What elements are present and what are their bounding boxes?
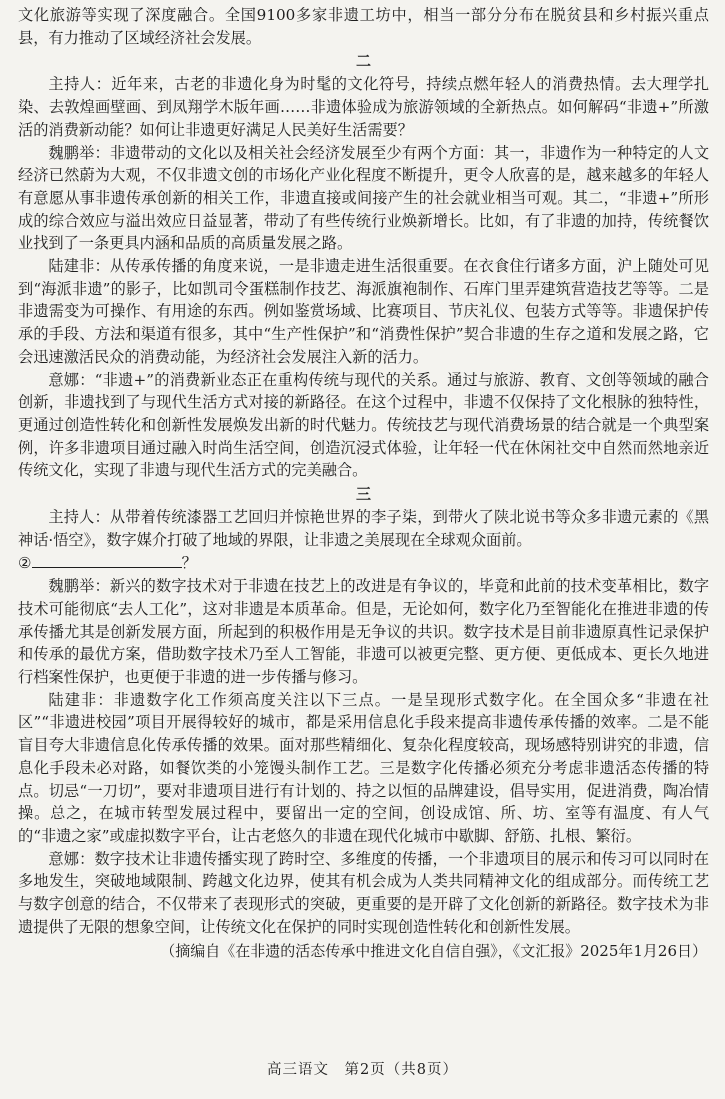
paragraph-wei-1: 魏鹏举：非遗带动的文化以及相关社会经济发展至少有两个方面：其一，非遗作为一种特定的人文经济已然蔚为大观，不仅非遗文创的市场化产业化程度不断提升，更令人欣喜的是，越来越多的年轻人有意愿从事非遗传承创新的相关工作，非遗直接或间接产生的社会就业相当可观。其二，“非遗+”所形成的综合效应与溢出效应日益显著，带动了有些传统行业焕新增长。比如，有了非遗的加持，传统餐饮业找到了一条更具内涵和品质的高质量发展之路。 [18,143,709,253]
paragraph-wei-2: 魏鹏举：新兴的数字技术对于非遗在技艺上的改进是有争议的，毕竟和此前的技术变革相比，数字技术可能彻底“去人工化”，这对非遗是本质革命。但是，无论如何，数字化乃至智能化在推进非遗的传承传播尤其是创新发展方面，所起到的积极作用是无争议的共识。数字技术是目前非遗原真性记录保护和传承的最优方案，借助数字技术乃至人工智能，非遗可以被更完整、更方便、更低成本、更长久地进行档案性保护，也更便于非遗的进一步传播与修习。 [18,577,709,686]
fill-in-blank [32,551,182,568]
paragraph-lu-2: 陆建非：非遗数字化工作须高度关注以下三点。一是呈现形式数字化。在全国众多“非遗在社区”“非遗进校园”项目开展得较好的城市，都是采用信息化手段来提高非遗传承传播的效率。二是不能盲目夸大非遗信息化传承传播的效果。面对那些精细化、复杂化程度较高，现场感特别讲究的非遗，信息化手段未必对路，如餐饮类的小笼馒头制作工艺。三是数字化传播必须充分考虑非遗活态传播的特点。切忌“一刀切”，要对非遗项目进行有计划的、持之以恒的品牌建设，倡导实用，促进消费，陶冶情操。总之，在城市转型发展过程中，要留出一定的空间，创设成馆、所、坊、室等有温度、有人气的“非遗之家”或虚拟数字平台，让古老悠久的非遗在现代化城市中歇脚、舒筋、扎根、繁衍。 [18,690,709,845]
section-heading-two: 二 [355,52,371,71]
paragraph-host-1: 主持人：近年来，古老的非遗化身为时髦的文化符号，持续点燃年轻人的消费热情。去大理学扎染、去敦煌画壁画、到凤翔学木版年画……非遗体验成为旅游领域的全新热点。如何解码“非遗+”所激活的消费新动能？如何让非遗更好满足人民美好生活需要？ [18,75,709,139]
source-citation: （摘编自《在非遗的活态传承中推进文化自信自强》，《文汇报》2025年1月26日） [160,942,707,961]
section-heading-three: 三 [355,485,371,504]
paragraph-continued: 文化旅游等实现了深度融合。全国9100多家非遗工坊中，相当一部分分布在脱贫县和乡村振兴重点县，有力推动了区域经济社会发展。 [18,6,709,47]
paragraph-lu-1: 陆建非：从传承传播的角度来说，一是非遗走进生活很重要。在衣食住行诸多方面，沪上随处可见到“海派非遗”的影子，比如凯司令蛋糕制作技艺、海派旗袍制作、石库门里弄建筑营造技艺等等。二是非遗需变为可操作、有用途的东西。例如鉴赏场域、比赛项目、节庆礼仪、包装方式等等。非遗保护传承的手段、方法和渠道有很多，其中“生产性保护”和“消费性保护”契合非遗的生存之道和发展之路，它会迅速激活民众的消费动能，为经济社会发展注入新的活力。 [18,257,709,366]
paragraph-yi-1: 意娜：“非遗+”的消费新业态正在重构传统与现代的关系。通过与旅游、教育、文创等领域的融合创新，非遗找到了与现代生活方式对接的新路径。在这个过程中，非遗不仅保持了文化根脉的独特性，更通过创造性转化和创新性发展焕发出新的时代魅力。传统技艺与现代消费场景的结合就是一个典型案例，许多非遗项目通过融入时尚生活空间，创造沉浸式体验，让年轻一代在休闲社交中自然而然地亲近传统文化，实现了非遗与现代生活方式的完美融合。 [18,370,709,480]
question-blank-line [18,551,709,575]
paragraph-yi-2: 意娜：数字技术让非遗传播实现了跨时空、多维度的传播，一个非遗项目的展示和传习可以同时在多地发生，突破地域限制、跨越文化边界，使其有机会成为人类共同精神文化的组成部分。而传统工艺与数字创意的结合，不仅带来了表现形式的突破，更重要的是开辟了文化创新的新路径。数字技术为非遗提供了无限的想象空间，让传统文化在保护的同时实现创造性转化和创新性发展。 [18,849,709,936]
paragraph-host-2: 主持人：从带着传统漆器工艺回归并惊艳世界的李子柒，到带火了陕北说书等众多非遗元素的《黑神话·悟空》，数字媒介打破了地域的界限，让非遗之美展现在全球观众面前。 [18,508,709,549]
page-footer: 高三语文 第2页（共8页） [267,1062,458,1078]
question-mark: ？ [181,554,197,573]
blank-marker: ② [18,554,32,573]
